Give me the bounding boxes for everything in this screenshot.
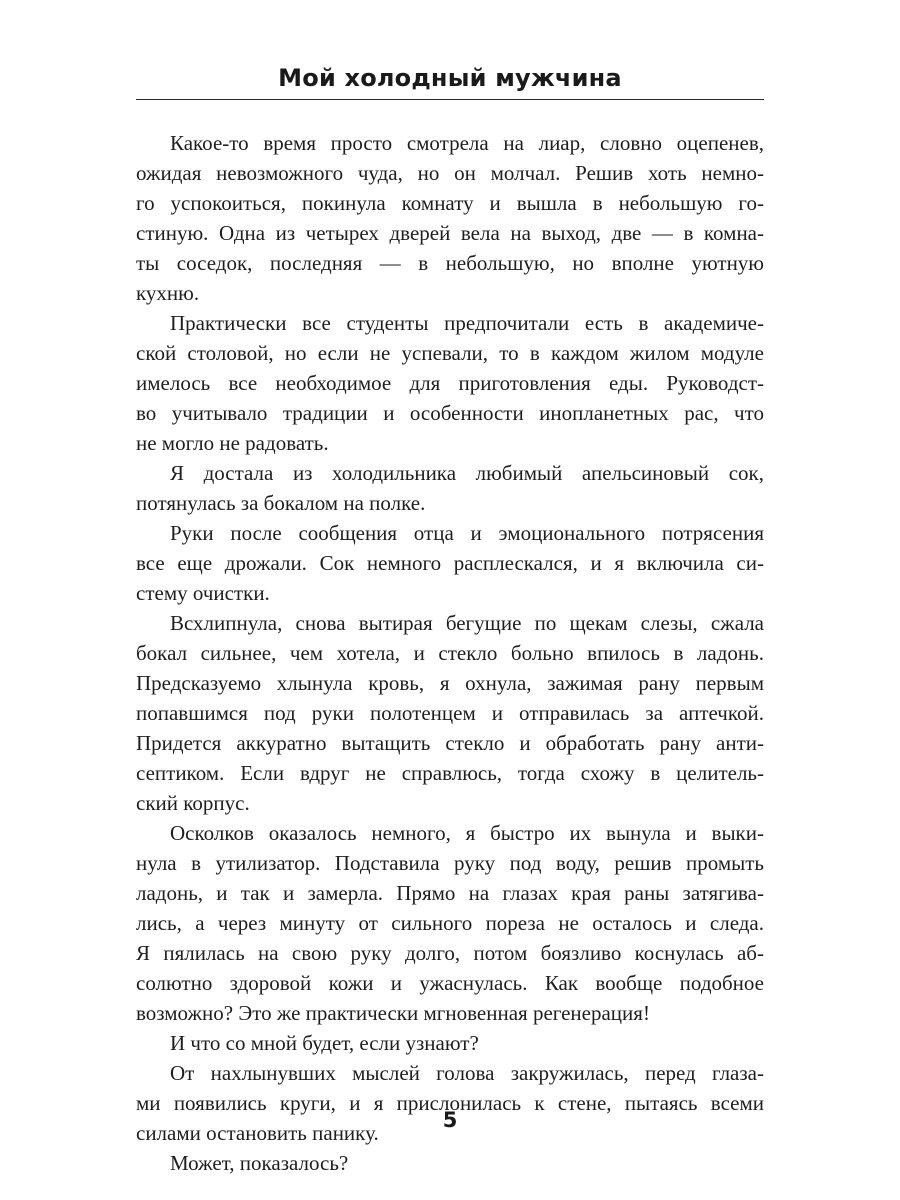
page-number: 5 bbox=[442, 1108, 458, 1132]
text-line: силами остановить панику. bbox=[136, 1121, 379, 1145]
text-line: Может, показалось? bbox=[170, 1151, 349, 1175]
text-line: не могло не радовать. bbox=[136, 431, 329, 455]
text-line: имелось все необходимое для приготовления еды. Руководст- bbox=[136, 371, 764, 395]
text-line: ладонь, и так и замерла. Прямо на глазах края раны затягива- bbox=[136, 881, 764, 905]
text-line: ской столовой, но если не успевали, то в каждом жилом модуле bbox=[136, 341, 764, 365]
paragraph bbox=[136, 1148, 764, 1178]
text-line: Осколков оказалось немного, я быстро их вынула и выки- bbox=[170, 821, 764, 845]
text-line: го успокоиться, покинула комнату и вышла в небольшую го- bbox=[136, 191, 764, 215]
text-line: ты соседок, последняя — в небольшую, но вполне уютную bbox=[136, 251, 764, 275]
paragraph bbox=[136, 608, 764, 818]
text-line: потянулась за бокалом на полке. bbox=[136, 491, 426, 515]
text-line: ский корпус. bbox=[136, 791, 250, 815]
running-head-title: Мой холодный мужчина bbox=[278, 64, 622, 92]
text-line: попавшимся под руки полотенцем и отправилась за аптечкой. bbox=[136, 701, 764, 725]
text-line: лись, а через минуту от сильного пореза не осталось и следа. bbox=[136, 911, 764, 935]
paragraph bbox=[136, 458, 764, 518]
paragraph bbox=[136, 1058, 764, 1148]
body-text bbox=[136, 128, 764, 1178]
text-line: нула в утилизатор. Подставила руку под воду, решив промыть bbox=[136, 851, 764, 875]
text-line: Я достала из холодильника любимый апельсиновый сок, bbox=[170, 461, 764, 485]
header-rule bbox=[136, 99, 764, 100]
text-line: Руки после сообщения отца и эмоционального потрясения bbox=[170, 521, 764, 545]
text-line: От нахлынувших мыслей голова закружилась, перед глаза- bbox=[170, 1061, 764, 1085]
text-line: И что со мной будет, если узнают? bbox=[170, 1031, 479, 1055]
text-line: во учитывало традиции и особенности инопланетных рас, что bbox=[136, 401, 764, 425]
paragraph bbox=[136, 818, 764, 1028]
text-line: кухню. bbox=[136, 281, 200, 305]
text-line: ожидая невозможного чуда, но он молчал. Решив хоть немно- bbox=[136, 161, 764, 185]
text-line: септиком. Если вдруг не справлюсь, тогда схожу в целитель- bbox=[136, 761, 764, 785]
text-line: стиную. Одна из четырех дверей вела на выход, две — в комна- bbox=[136, 221, 764, 245]
text-line: стему очистки. bbox=[136, 581, 270, 605]
text-line: возможно? Это же практически мгновенная регенерация! bbox=[136, 1001, 650, 1025]
paragraph bbox=[136, 128, 764, 308]
text-line: ми появились круги, и я прислонилась к стене, пытаясь всеми bbox=[136, 1091, 764, 1115]
text-line: Всхлипнула, снова вытирая бегущие по щекам слезы, сжала bbox=[170, 611, 764, 635]
text-line: Придется аккуратно вытащить стекло и обработать рану анти- bbox=[136, 731, 764, 755]
paragraph bbox=[136, 518, 764, 608]
text-line: Предсказуемо хлынула кровь, я охнула, зажимая рану первым bbox=[136, 671, 764, 695]
paragraph bbox=[136, 308, 764, 458]
text-line: солютно здоровой кожи и ужаснулась. Как вообще подобное bbox=[136, 971, 764, 995]
text-line: все еще дрожали. Сок немного расплескался, и я включила си- bbox=[136, 551, 764, 575]
text-line: Практически все студенты предпочитали есть в академиче- bbox=[170, 311, 764, 335]
paragraph bbox=[136, 1028, 764, 1058]
text-line: Какое-то время просто смотрела на лиар, словно оцепенев, bbox=[170, 131, 764, 155]
text-line: бокал сильнее, чем хотела, и стекло больно впилось в ладонь. bbox=[136, 641, 764, 665]
text-line: Я пялилась на свою руку долго, потом боязливо коснулась аб- bbox=[136, 941, 764, 965]
